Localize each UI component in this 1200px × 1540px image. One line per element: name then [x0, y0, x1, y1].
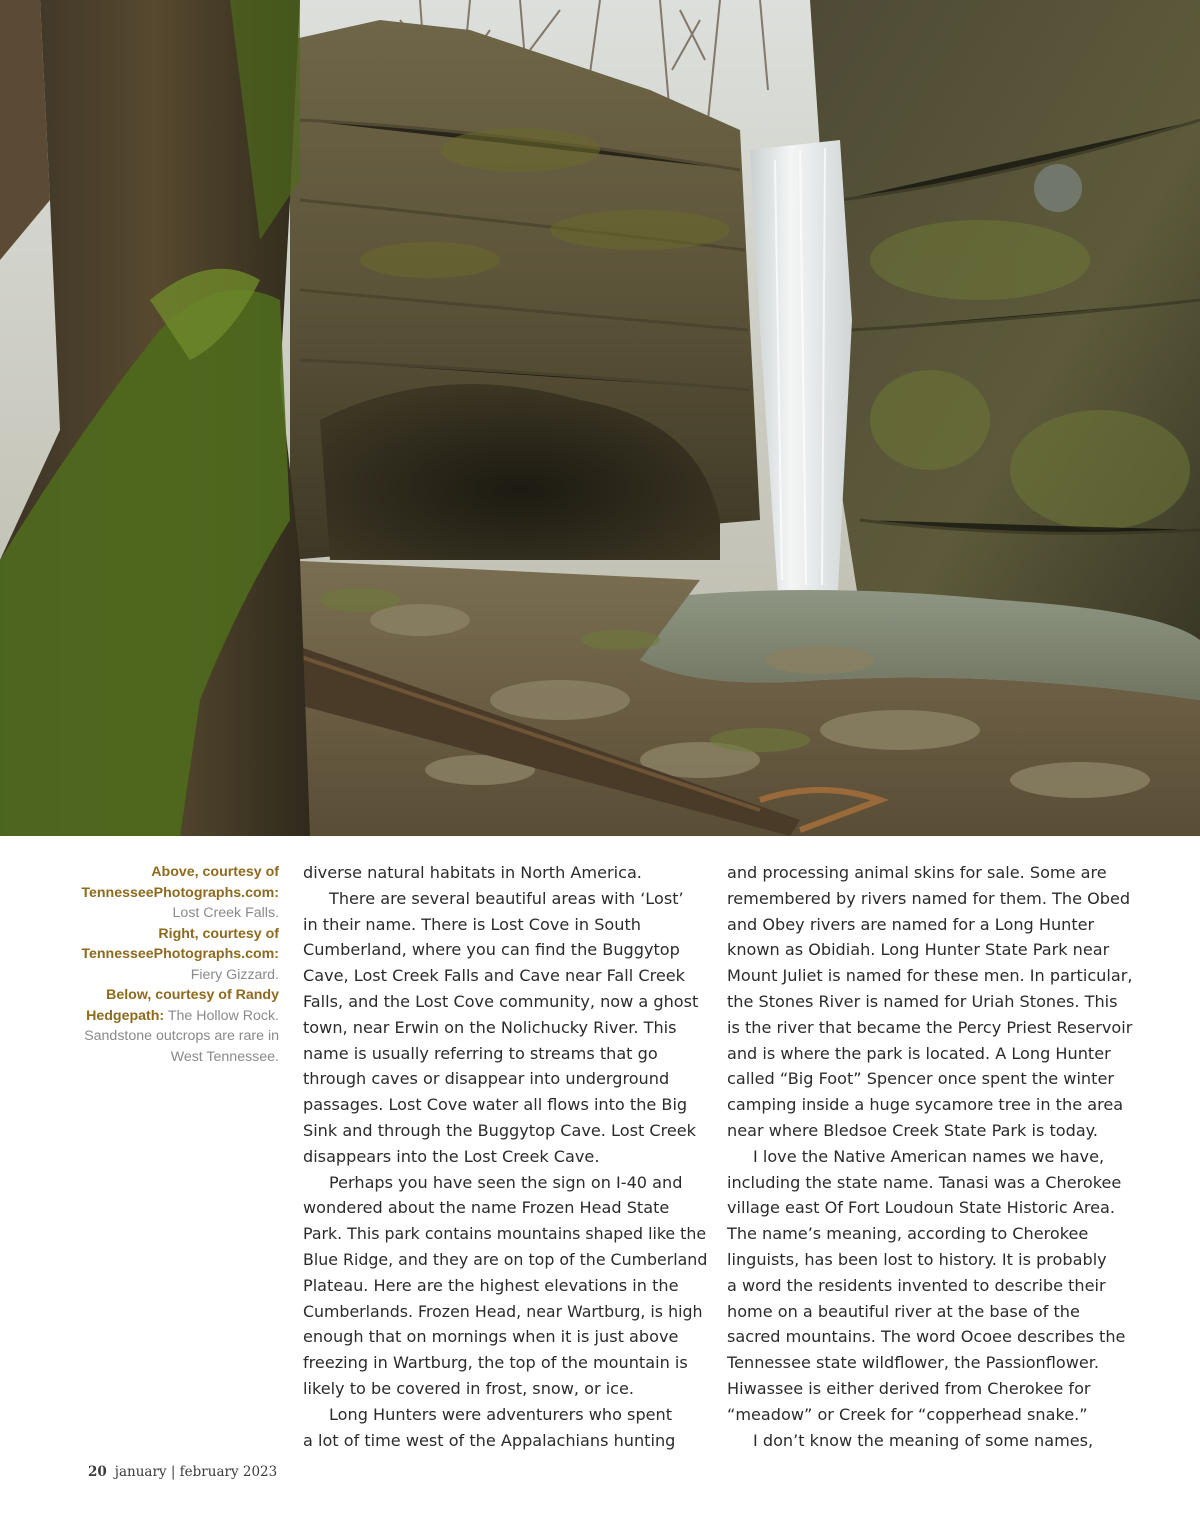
- text-line: the Stones River is named for Uriah Stones. This: [727, 991, 1118, 1011]
- text-line: Blue Ridge, and they are on top of the Cumberland: [303, 1249, 708, 1269]
- text-line: wondered about the name Frozen Head State: [303, 1198, 670, 1218]
- text-line: linguists, has been lost to history. It is probably: [727, 1249, 1107, 1269]
- text-line: and processing animal skins for sale. Some are: [727, 863, 1107, 882]
- text-line: enough that on mornings when it is just above: [303, 1327, 679, 1347]
- text-line: is the river that became the Percy Priest Reservoir: [727, 1017, 1133, 1037]
- text-line: Long Hunters were adventurers who spent: [329, 1404, 673, 1424]
- text-line: called “Big Foot” Spencer once spent the winter: [727, 1069, 1114, 1089]
- text-line: likely to be covered in frost, snow, or ice.: [303, 1378, 635, 1398]
- text-line: through caves or disappear into underground: [303, 1069, 670, 1089]
- text-line: There are several beautiful areas with ‘Lost’: [329, 888, 684, 908]
- page-number: 20: [88, 1464, 107, 1480]
- text-line: Cumberland, where you can find the Buggytop: [303, 940, 680, 960]
- text-line: Sink and through the Buggytop Cave. Lost Creek: [303, 1120, 696, 1140]
- text-line: disappears into the Lost Creek Cave.: [303, 1146, 600, 1166]
- text-line: I don’t know the meaning of some names,: [753, 1430, 1094, 1450]
- text-line: Cave, Lost Creek Falls and Cave near Fall Creek: [303, 966, 685, 986]
- text-line: Mount Juliet is named for these men. In particular,: [727, 966, 1133, 986]
- text-line: freezing in Wartburg, the top of the mountain is: [303, 1353, 688, 1373]
- caption-line: TennesseePhotographs.com:: [81, 884, 279, 901]
- article-column-2: [727, 860, 1137, 1453]
- text-line: a lot of time west of the Appalachians hunting: [303, 1430, 676, 1450]
- text-line: Park. This park contains mountains shaped like the: [303, 1224, 707, 1244]
- text-line: Hiwassee is either derived from Cherokee for: [727, 1378, 1091, 1398]
- text-line: Perhaps you have seen the sign on I-40 and: [329, 1172, 683, 1192]
- text-line: known as Obidiah. Long Hunter State Park near: [727, 940, 1110, 960]
- text-line: The name’s meaning, according to Cherokee: [727, 1224, 1089, 1244]
- text-line: diverse natural habitats in North America.: [303, 863, 642, 882]
- text-line: I love the Native American names we have,: [753, 1146, 1105, 1166]
- caption-line: Fiery Gizzard.: [190, 966, 279, 983]
- caption-line: Below, courtesy of Randy: [106, 987, 279, 1003]
- text-line: remembered by rivers named for them. The Obed: [727, 888, 1131, 908]
- text-line: Plateau. Here are the highest elevations in the: [303, 1275, 679, 1295]
- text-line: name is usually referring to streams that go: [303, 1043, 658, 1063]
- text-line: camping inside a huge sycamore tree in the area: [727, 1095, 1124, 1115]
- text-line: a word the residents invented to describe their: [727, 1275, 1106, 1295]
- caption-line: Above, courtesy of: [151, 864, 279, 880]
- caption-line: West Tennessee.: [170, 1048, 279, 1065]
- text-line: in their name. There is Lost Cove in South: [303, 914, 641, 934]
- text-line: near where Bledsoe Creek State Park is today.: [727, 1120, 1099, 1140]
- text-line: “meadow” or Creek for “copperhead snake.”: [727, 1404, 1088, 1424]
- text-line: Tennessee state wildflower, the Passionflower.: [727, 1353, 1100, 1373]
- photo-credits: [40, 862, 279, 1067]
- caption-line: Sandstone outcrops are rare in: [84, 1028, 279, 1044]
- text-line: including the state name. Tanasi was a Cherokee: [727, 1172, 1122, 1192]
- text-line: village east Of Fort Loudoun State Historic Area.: [727, 1198, 1115, 1218]
- text-line: and Obey rivers are named for a Long Hunter: [727, 914, 1095, 934]
- page-footer: [88, 1464, 277, 1480]
- text-line: passages. Lost Cove water all flows into the Big: [303, 1095, 688, 1115]
- caption-line: Lost Creek Falls.: [172, 905, 279, 921]
- text-line: and is where the park is located. A Long Hunter: [727, 1043, 1111, 1063]
- caption-line: Right, courtesy of: [158, 925, 279, 942]
- text-line: sacred mountains. The word Ocoee describes the: [727, 1327, 1126, 1347]
- caption-line: TennesseePhotographs.com:: [81, 946, 279, 962]
- text-line: Falls, and the Lost Cove community, now a ghost: [303, 991, 699, 1011]
- caption-line: Hedgepath: The Hollow Rock.: [86, 1007, 279, 1024]
- text-line: Cumberlands. Frozen Head, near Wartburg, is high: [303, 1301, 703, 1321]
- article-column-1: [303, 860, 708, 1453]
- text-line: town, near Erwin on the Nolichucky River. This: [303, 1017, 677, 1037]
- text-line: home on a beautiful river at the base of the: [727, 1301, 1080, 1321]
- issue-date: january | february 2023: [114, 1464, 278, 1480]
